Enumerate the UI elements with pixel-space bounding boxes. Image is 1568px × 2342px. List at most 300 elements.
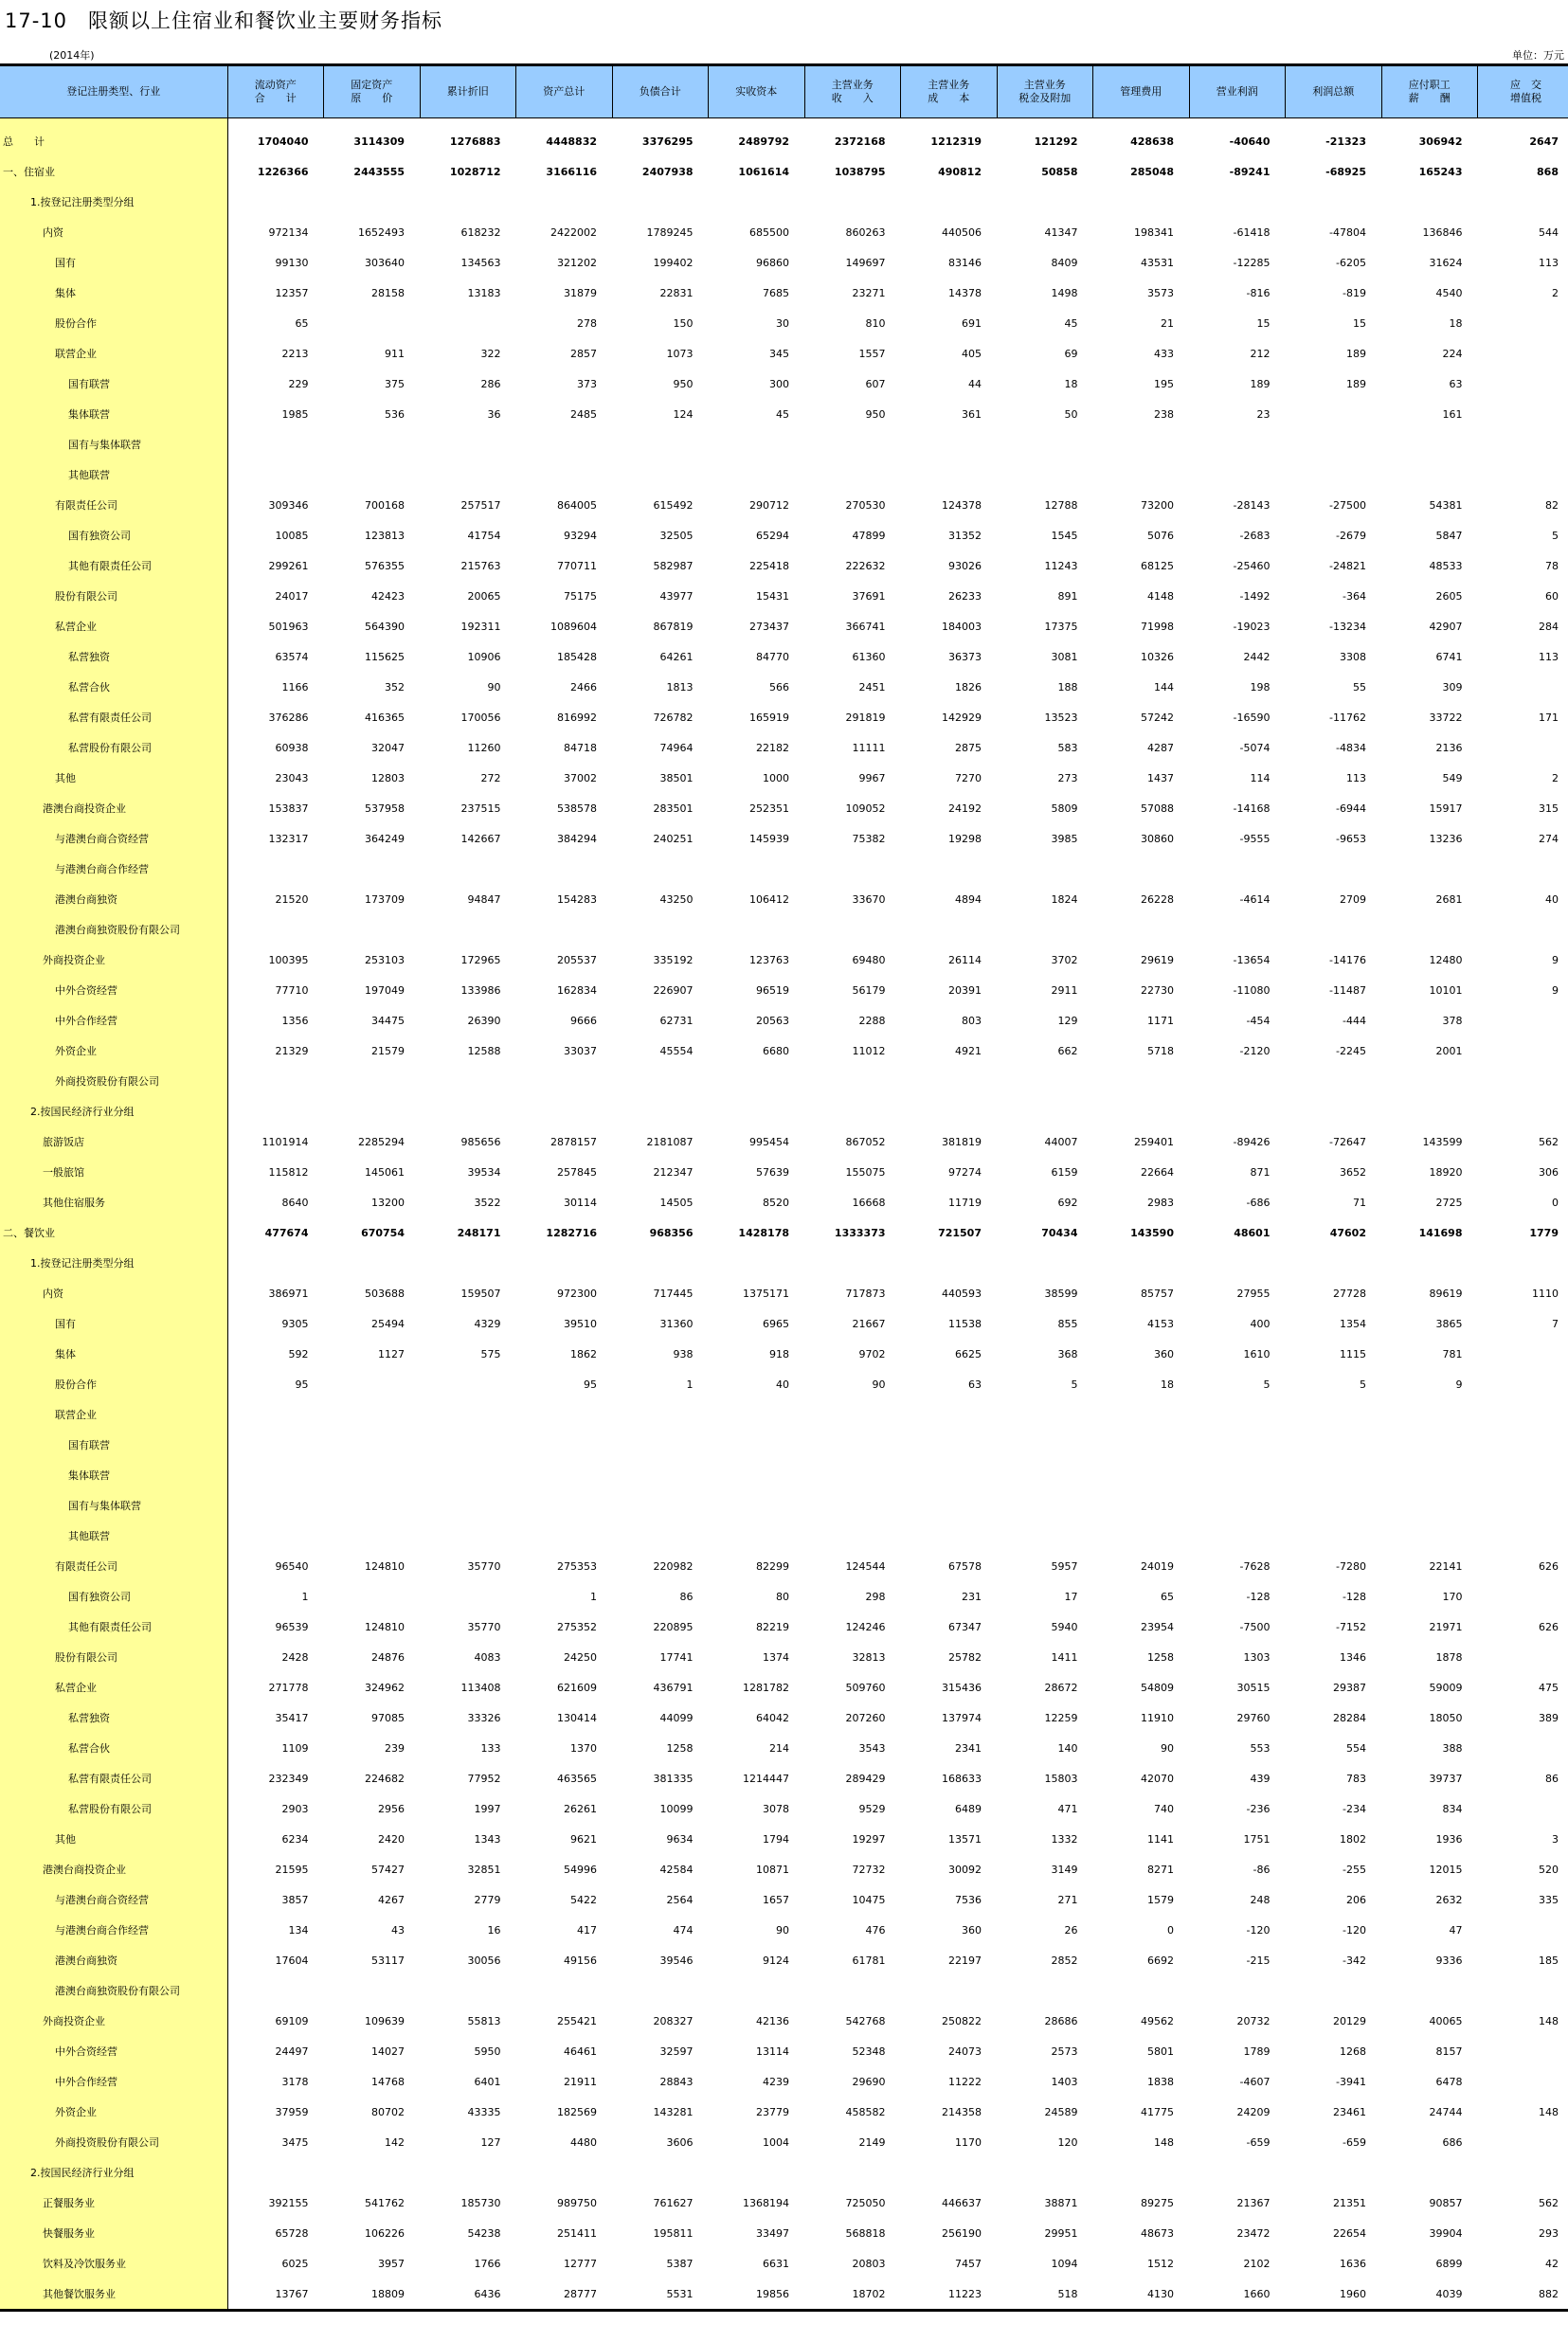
table-cell: 9666 [570,1014,597,1027]
table-cell: 1214447 [743,1772,789,1785]
table-cell: 290712 [749,498,789,512]
table-cell [1381,1399,1478,1430]
table-row [0,490,1568,520]
table-row [0,732,1568,763]
table-cell [420,1369,516,1399]
table-cell: 471 [1057,1802,1078,1815]
table-cell: 33326 [467,1711,501,1724]
table-row [0,1642,1568,1672]
table-cell: 360 [1154,1347,1174,1360]
table-cell: 1101914 [261,1135,309,1148]
table-row [0,1581,1568,1612]
table-cell: 740 [1154,1802,1174,1815]
table-cell: 39510 [564,1317,597,1330]
table-cell: 4239 [763,2075,789,2088]
table-cell: 40065 [1429,2014,1463,2027]
table-cell: 335 [1539,1893,1559,1906]
table-cell [997,1248,1093,1278]
table-cell [227,1399,324,1430]
table-cell: 8271 [1147,1863,1174,1876]
table-cell: 17604 [275,1954,309,1967]
table-cell: 721507 [938,1226,982,1239]
row-label: 一般旅馆 [0,1157,227,1187]
table-cell: 1226366 [257,165,309,178]
table-cell: 364249 [365,832,405,845]
table-cell: 22182 [756,741,789,754]
table-cell [324,2157,421,2188]
table-cell: 9124 [763,1954,789,1967]
table-cell [1478,1339,1568,1369]
table-cell: 47 [1449,1923,1463,1937]
table-cell: 145061 [365,1165,405,1179]
table-cell: 691 [962,316,982,330]
table-row [0,823,1568,854]
table-cell: 1878 [1435,1650,1463,1664]
table-cell: 18 [1064,377,1078,390]
table-cell: 69109 [275,2014,309,2027]
table-cell [901,1248,998,1278]
table-cell: 95 [295,1378,309,1391]
table-cell: 3702 [1051,953,1078,966]
table-cell: 31352 [948,529,982,542]
table-cell: 2956 [378,1802,405,1815]
row-label: 与港澳台商合资经营 [0,823,227,854]
table-cell: 143599 [1422,1135,1463,1148]
row-label: 其他餐饮服务业 [0,2279,227,2311]
column-header [1381,65,1478,118]
table-cell: 299261 [268,559,309,572]
table-cell [516,187,613,217]
table-cell: 22730 [1141,983,1174,997]
table-cell: 373 [577,377,597,390]
table-cell: 440593 [942,1287,982,1300]
table-cell [1478,1248,1568,1278]
table-cell: 938 [673,1347,694,1360]
table-cell: 90 [872,1378,886,1391]
table-cell: 5957 [1051,1559,1078,1573]
table-cell [997,1521,1093,1551]
table-cell: 2489792 [738,135,789,148]
table-cell [1286,459,1382,490]
table-cell: 783 [1346,1772,1366,1785]
table-cell: 113 [1346,771,1366,784]
table-cell: 20065 [467,589,501,603]
table-cell [901,1430,998,1460]
table-row [0,520,1568,550]
table-row [0,156,1568,187]
row-label: 港澳台商投资企业 [0,1854,227,1884]
table-cell: 224 [1442,347,1463,360]
table-cell: 13571 [948,1832,982,1846]
table-cell [901,1975,998,2006]
table-cell: 6401 [474,2075,501,2088]
table-cell: 93294 [564,529,597,542]
table-cell: -236 [1246,1802,1271,1815]
table-cell: 26114 [948,953,982,966]
table-cell: 43531 [1141,256,1174,269]
table-cell: 15 [1353,316,1366,330]
table-cell: 141698 [1418,1226,1463,1239]
table-cell [1286,1490,1382,1521]
table-cell [709,1248,805,1278]
table-cell: 2407938 [641,165,694,178]
table-cell [997,1430,1093,1460]
table-cell: 96539 [275,1620,309,1633]
table-cell: -24821 [1329,559,1366,572]
table-cell: 1862 [570,1347,597,1360]
table-cell: 90 [1161,1741,1174,1755]
row-label: 其他有限责任公司 [0,1612,227,1642]
table-cell [1478,1096,1568,1126]
table-cell: 891 [1057,589,1078,603]
table-cell: 42 [1545,2257,1559,2270]
table-cell [227,429,324,459]
table-cell: 11222 [948,2075,982,2088]
table-cell: 212 [1250,347,1271,360]
row-label: 1.按登记注册类型分组 [0,1248,227,1278]
table-cell: 3149 [1051,1863,1078,1876]
table-cell [804,1521,901,1551]
table-cell: 9967 [858,771,886,784]
table-cell [324,308,421,338]
table-cell [804,459,901,490]
table-cell: -47804 [1329,225,1366,239]
table-row [0,2036,1568,2066]
table-cell: 25782 [948,1650,982,1664]
table-cell: 192311 [460,620,501,633]
table-cell: 19297 [852,1832,886,1846]
column-header-line1: 主营业务 [928,79,970,91]
table-row [0,1096,1568,1126]
table-row [0,1369,1568,1399]
table-cell: 96860 [756,256,789,269]
table-row [0,1066,1568,1096]
table-cell: 77710 [275,983,309,997]
table-cell: 463565 [557,1772,597,1785]
table-cell: 9702 [858,1347,886,1360]
table-cell [1286,1066,1382,1096]
table-cell: 366741 [845,620,886,633]
table-cell: 950 [865,407,886,421]
table-cell [1478,1581,1568,1612]
table-cell: 82299 [756,1559,789,1573]
column-header-line2: 增值税 [1510,92,1541,104]
table-cell: 1109 [281,1741,309,1755]
row-label: 国有独资公司 [0,1581,227,1612]
table-row [0,399,1568,429]
table-cell: 1374 [763,1650,789,1664]
table-row [0,611,1568,641]
table-cell: 153837 [268,802,309,815]
table-cell: -14176 [1329,953,1366,966]
table-cell: 8157 [1435,2045,1463,2058]
table-number: 17-10 [5,9,68,32]
table-cell: 231 [962,1590,982,1603]
table-cell: 618232 [460,225,501,239]
table-cell: -4614 [1239,892,1271,906]
table-cell: -68925 [1325,165,1366,178]
table-cell: 197049 [365,983,405,997]
table-cell: 239 [385,1741,405,1755]
column-header-line2: 收 入 [831,92,874,104]
table-cell [901,187,998,217]
table-cell [324,1521,421,1551]
table-cell: 26390 [467,1014,501,1027]
row-label: 其他住宿服务 [0,1187,227,1217]
table-cell: 274 [1539,832,1559,845]
table-cell: 100395 [268,953,309,966]
table-cell: -2245 [1336,1044,1366,1057]
table-cell [901,1399,998,1430]
table-cell: 7 [1552,1317,1559,1330]
table-cell: 18 [1449,316,1463,330]
table-cell [420,1975,516,2006]
table-cell: 75175 [564,589,597,603]
table-cell: 405 [962,347,982,360]
table-cell: 28158 [371,286,405,299]
table-cell: 2709 [1340,892,1366,906]
table-row [0,459,1568,490]
table-cell: 12357 [275,286,309,299]
table-cell [804,187,901,217]
table-cell: 60 [1545,589,1559,603]
row-label: 私营有限责任公司 [0,1763,227,1793]
table-cell: 32505 [659,529,694,542]
table-cell [516,1399,613,1430]
table-cell: 62731 [659,1014,694,1027]
table-cell: 9529 [858,1802,886,1815]
table-cell: 1411 [1051,1650,1078,1664]
row-label: 国有联营 [0,1430,227,1460]
table-cell: 717873 [845,1287,886,1300]
table-cell [1381,914,1478,945]
table-cell: 518 [997,2279,1093,2311]
table-cell: -659 [1246,2135,1271,2149]
table-cell: 224682 [365,1772,405,1785]
table-cell: -13654 [1233,953,1271,966]
table-cell: 23043 [275,771,309,784]
table-cell: 39904 [1429,2226,1463,2240]
table-cell: 2 [1552,286,1559,299]
table-cell: 44 [968,377,982,390]
table-cell [1381,187,1478,217]
table-cell: 237515 [460,802,501,815]
row-label: 港澳台商独资 [0,1945,227,1975]
table-cell [324,1430,421,1460]
table-cell: 781 [1442,1347,1463,1360]
table-cell: 4287 [1147,741,1174,754]
table-cell [1189,1248,1286,1278]
table-cell [997,1490,1093,1521]
table-cell: 2001 [1435,1044,1463,1057]
table-cell [901,1490,998,1521]
table-cell: 1370 [570,1741,597,1755]
table-cell: 53117 [371,1954,405,1967]
table-cell: 1346 [1340,1650,1366,1664]
table-cell [420,187,516,217]
table-cell: 26228 [1141,892,1174,906]
table-cell: 38501 [659,771,694,784]
table-cell [1093,459,1190,490]
table-cell [420,914,516,945]
table-cell: -11487 [1329,983,1366,997]
table-cell: 28686 [1044,2014,1078,2027]
table-cell: 199402 [653,256,694,269]
table-cell: 554 [1346,1741,1366,1755]
table-cell [1286,1248,1382,1278]
row-label: 外商投资股份有限公司 [0,1066,227,1096]
table-cell [612,854,709,884]
table-cell [1478,399,1568,429]
table-cell: 995454 [749,1135,789,1148]
table-cell: 286 [480,377,501,390]
table-cell: 24250 [564,1650,597,1664]
row-label: 国有联营 [0,369,227,399]
table-cell: -215 [1246,1954,1271,1967]
table-cell: 575 [480,1347,501,1360]
row-label: 2.按国民经济行业分组 [0,2157,227,2188]
table-cell: 256190 [942,2226,982,2240]
table-cell: 6965 [763,1317,789,1330]
table-cell: 165919 [749,711,789,724]
table-cell: 289429 [845,1772,886,1785]
table-cell: -16590 [1233,711,1271,724]
table-cell: 20732 [1236,2014,1271,2027]
table-cell [1093,2157,1190,2188]
table-cell: 215763 [460,559,501,572]
table-cell: 47899 [852,529,886,542]
table-row [0,793,1568,823]
table-cell: 12803 [371,771,405,784]
table-cell: 11111 [852,741,886,754]
column-header [1286,65,1382,118]
table-cell: 16668 [852,1196,886,1209]
table-cell: -9555 [1239,832,1271,845]
table-cell: 968356 [649,1226,694,1239]
table-cell: 185428 [557,650,597,663]
table-row [0,1824,1568,1854]
table-cell: 113 [1539,650,1559,663]
table-cell [1093,1399,1190,1430]
table-cell: -686 [1246,1196,1271,1209]
table-row [0,1490,1568,1521]
table-cell: 544 [1539,225,1559,239]
table-cell: 5387 [666,2257,694,2270]
table-cell: 134 [288,1923,309,1937]
table-cell: 6489 [955,1802,982,1815]
row-label: 联营企业 [0,338,227,369]
table-cell: 1557 [858,347,886,360]
table-cell: 2983 [1147,1196,1174,1209]
table-cell: 298 [865,1590,886,1603]
table-cell: 2564 [666,1893,694,1906]
table-cell [1478,854,1568,884]
table-cell: 120 [1057,2135,1078,2149]
table-cell: 670754 [361,1226,405,1239]
table-cell: 1403 [1051,2075,1078,2088]
table-cell: 726782 [653,711,694,724]
table-cell: -25460 [1233,559,1271,572]
table-cell: 35417 [275,1711,309,1724]
table-cell [612,459,709,490]
table-cell: 18 [1161,1378,1174,1391]
table-cell: 1375171 [743,1287,789,1300]
table-cell: 22654 [1333,2226,1366,2240]
header-row [0,65,1568,118]
table-cell: 2725 [1435,1196,1463,1209]
column-header-line1: 应 交 [1510,79,1541,91]
table-cell [516,1066,613,1096]
table-cell: 39534 [467,1165,501,1179]
column-header-line1: 登记注册类型、行业 [66,85,161,98]
table-cell [804,1096,901,1126]
table-cell: 24589 [1044,2105,1078,2118]
table-row [0,1521,1568,1551]
table-cell: 4083 [474,1650,501,1664]
table-cell [804,2157,901,2188]
table-cell: 23779 [756,2105,789,2118]
table-cell: 1704040 [257,135,309,148]
table-cell: 71 [1353,1196,1366,1209]
table-cell: 72732 [852,1863,886,1876]
row-label: 1.按登记注册类型分组 [0,187,227,217]
table-cell: 626 [1539,1620,1559,1633]
table-cell: 68125 [1141,559,1174,572]
table-cell [227,1066,324,1096]
table-row [0,1217,1568,1248]
row-label: 与港澳台商合资经营 [0,1884,227,1915]
table-cell: 3 [1552,1832,1559,1846]
table-cell: 96540 [275,1559,309,1573]
table-cell: 7457 [955,2257,982,2270]
table-cell: 55813 [467,2014,501,2027]
table-cell: 381819 [942,1135,982,1148]
table-cell: 240251 [653,832,694,845]
table-cell [997,1096,1093,1126]
table-cell [324,187,421,217]
table-cell: 28843 [659,2075,694,2088]
row-label: 饮料及冷饮服务业 [0,2248,227,2279]
table-cell: 864005 [557,498,597,512]
table-cell: 162834 [557,983,597,997]
table-cell: 911 [385,347,405,360]
table-row [0,914,1568,945]
table-cell: 700168 [365,498,405,512]
table-cell: 621609 [557,1681,597,1694]
table-cell: 124544 [845,1559,886,1573]
table-cell: 251411 [557,2226,597,2240]
table-cell: 10871 [756,1863,789,1876]
table-cell: -28143 [1233,498,1271,512]
table-cell: -816 [1246,286,1271,299]
table-cell: 1789245 [646,225,694,239]
table-cell: 1437 [1147,771,1174,784]
table-row [0,247,1568,278]
table-cell: 33037 [564,1044,597,1057]
table-cell: 40 [776,1378,789,1391]
table-cell: 28777 [516,2279,613,2311]
table-cell: 18920 [1429,1165,1463,1179]
table-cell: -27500 [1329,498,1366,512]
table-cell: 615492 [653,498,694,512]
table-cell: 185730 [460,2196,501,2209]
table-cell: 538578 [557,802,597,815]
table-cell [997,1975,1093,2006]
table-cell [420,308,516,338]
table-cell [997,429,1093,459]
table-cell: 30114 [564,1196,597,1209]
table-cell: 115812 [268,1165,309,1179]
